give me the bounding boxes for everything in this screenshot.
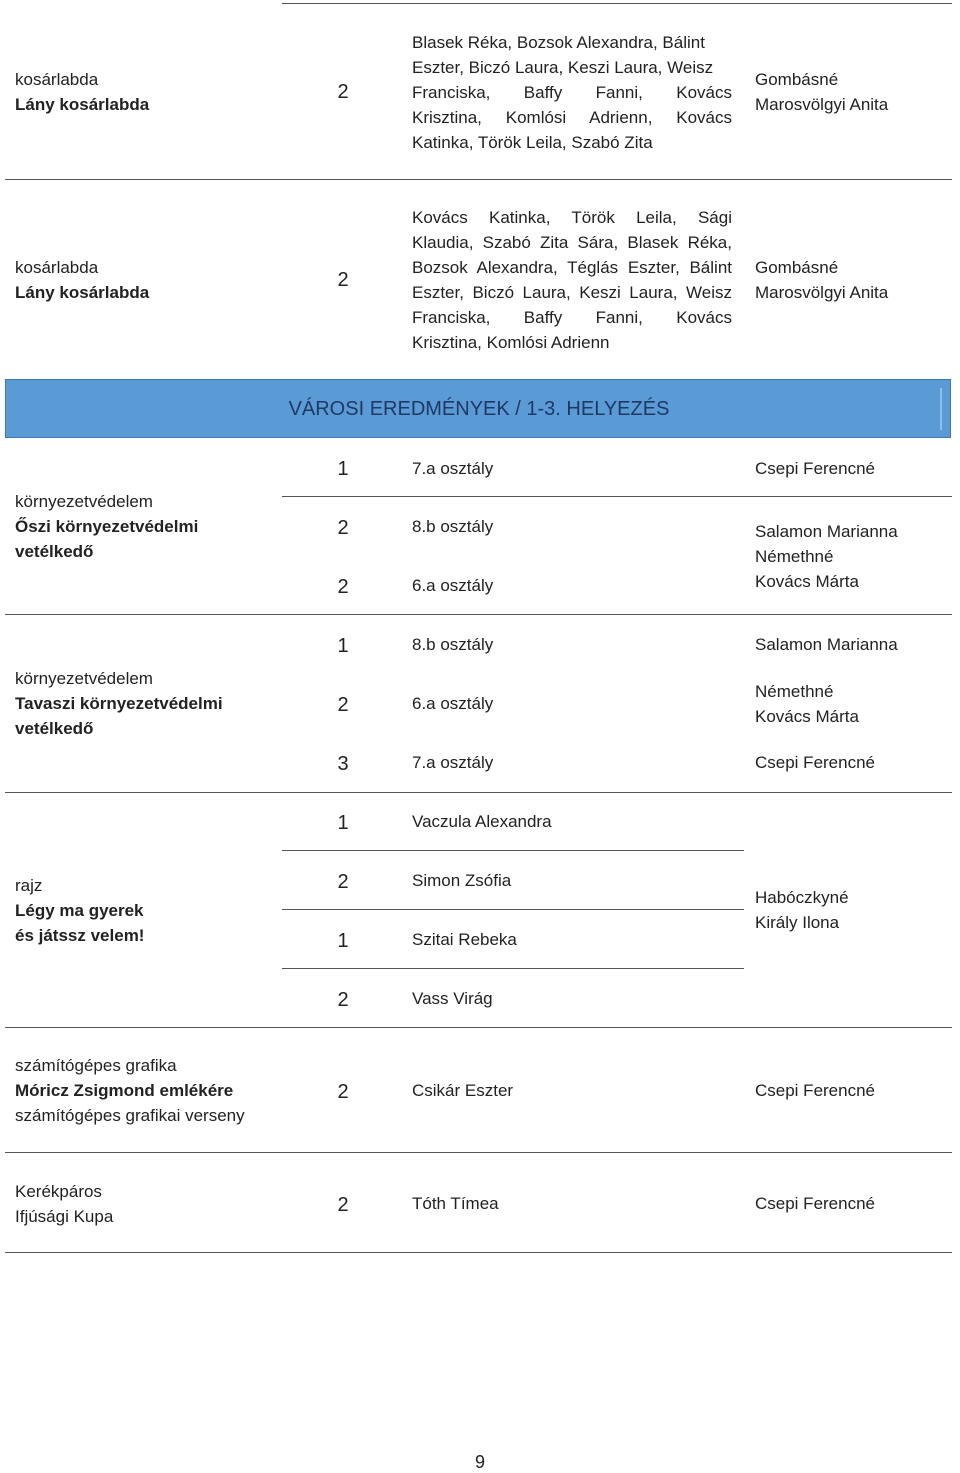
rank-value: 2 — [337, 989, 349, 1011]
art-teacher — [755, 885, 849, 935]
teacher-line: Gombásné — [755, 70, 839, 89]
section-title: VÁROSI EREDMÉNYEK / 1-3. HELYEZÉS — [288, 398, 670, 420]
env1-teacher — [755, 519, 898, 594]
row-divider — [282, 850, 744, 851]
rank-value: 3 — [337, 753, 349, 775]
row-divider — [5, 614, 952, 615]
rank-value: 2 — [337, 1194, 349, 1216]
graphics-category — [15, 1053, 245, 1128]
names-line: Franciska, Baffy Fanni, Kovács — [412, 83, 732, 102]
class-name: 7.a osztály — [412, 753, 494, 772]
teacher-name: Csepi Ferencné — [755, 459, 876, 478]
class-name: 6.a osztály — [412, 576, 494, 595]
row2-names — [412, 205, 732, 355]
event-label: Móricz Zsigmond emlékére — [15, 1081, 234, 1100]
teacher-name: Csepi Ferencné — [755, 753, 876, 772]
rank-value: 1 — [337, 930, 349, 952]
teacher-line: Salamon Marianna — [755, 522, 898, 541]
teacher-line: Marosvölgyi Anita — [755, 283, 889, 302]
rank-value: 2 — [337, 576, 349, 598]
art-category — [15, 873, 144, 948]
class-name: 8.b osztály — [412, 517, 494, 536]
event-label: és játssz velem! — [15, 926, 145, 945]
page-number: 9 — [474, 1452, 485, 1472]
rank-value: 2 — [337, 871, 349, 893]
teacher-line: Király Ilona — [755, 913, 840, 932]
category-label: Kerékpáros — [15, 1182, 102, 1201]
rank-value: 2 — [337, 1081, 349, 1103]
category-label: rajz — [15, 876, 43, 895]
student-name: Vass Virág — [412, 989, 493, 1008]
names-line: Eszter, Biczó Laura, Keszi Laura, Weisz — [412, 58, 714, 77]
names-line: Franciska, Baffy Fanni, Kovács — [412, 308, 732, 327]
event-label: Ifjúsági Kupa — [15, 1207, 114, 1226]
student-name: Tóth Tímea — [412, 1194, 499, 1213]
names-line: Krisztina, Komlósi Adrienn — [412, 333, 610, 352]
row-divider — [5, 1152, 952, 1153]
class-name: 6.a osztály — [412, 694, 494, 713]
teacher-line: Gombásné — [755, 258, 839, 277]
event-label: Lány kosárlabda — [15, 95, 150, 114]
event-label: vetélkedő — [15, 542, 94, 561]
rank-value: 2 — [337, 81, 349, 103]
section-banner — [5, 379, 951, 438]
names-line: Bozsok Alexandra, Téglás Eszter, Bálint — [412, 258, 732, 277]
event-label: Lány kosárlabda — [15, 283, 150, 302]
teacher-name: Csepi Ferencné — [755, 1194, 876, 1213]
category-label: kosárlabda — [15, 258, 99, 277]
student-name: Csikár Eszter — [412, 1081, 514, 1100]
class-name: 7.a osztály — [412, 459, 494, 478]
rank-value: 2 — [337, 694, 349, 716]
row1-teacher — [755, 67, 888, 117]
teacher-line: Habóczkyné — [755, 888, 849, 907]
rank-value: 2 — [337, 269, 349, 291]
names-line: Krisztina, Komlósi Adrienn, Kovács — [412, 108, 732, 127]
event-label: Légy ma gyerek — [15, 901, 144, 920]
row2-teacher — [755, 255, 888, 305]
teacher-name: Csepi Ferencné — [755, 1081, 876, 1100]
row-divider — [5, 1252, 952, 1253]
env2-category — [15, 666, 223, 741]
names-line: Eszter, Biczó Laura, Keszi Laura, Weisz — [412, 283, 732, 302]
banner-edge — [940, 388, 942, 430]
rank-value: 1 — [337, 812, 349, 834]
student-name: Simon Zsófia — [412, 871, 512, 890]
table-top-border — [282, 3, 952, 4]
names-line: Katinka, Török Leila, Szabó Zita — [412, 133, 653, 152]
category-label: környezetvédelem — [15, 669, 153, 688]
rank-value: 1 — [337, 458, 349, 480]
row2-category — [15, 255, 149, 305]
student-name: Szitai Rebeka — [412, 930, 517, 949]
rank-value: 2 — [337, 517, 349, 539]
event-subtitle: számítógépes grafikai verseny — [15, 1106, 245, 1125]
student-name: Vaczula Alexandra — [412, 812, 552, 831]
event-label: vetélkedő — [15, 719, 94, 738]
names-line: Kovács Katinka, Török Leila, Sági — [412, 208, 732, 227]
row1-names — [412, 30, 732, 155]
bike-category — [15, 1179, 113, 1229]
category-label: környezetvédelem — [15, 492, 153, 511]
teacher-line: Marosvölgyi Anita — [755, 95, 889, 114]
category-label: kosárlabda — [15, 70, 99, 89]
event-label: Tavaszi környezetvédelmi — [15, 694, 223, 713]
rank-value: 1 — [337, 635, 349, 657]
names-line: Blasek Réka, Bozsok Alexandra, Bálint — [412, 33, 705, 52]
row-divider — [5, 792, 952, 793]
row-divider — [282, 496, 952, 497]
teacher-line: Némethné — [755, 547, 834, 566]
teacher-name: Salamon Marianna — [755, 635, 898, 654]
event-label: Őszi környezetvédelmi — [15, 517, 199, 536]
teacher-line: Kovács Márta — [755, 572, 859, 591]
names-line: Klaudia, Szabó Zita Sára, Blasek Réka, — [412, 233, 732, 252]
env1-category — [15, 489, 198, 564]
category-label: számítógépes grafika — [15, 1056, 177, 1075]
env2-teacher — [755, 679, 859, 729]
row-divider — [282, 968, 744, 969]
row1-category — [15, 67, 149, 117]
teacher-line: Némethné — [755, 682, 834, 701]
row-divider — [5, 1027, 952, 1028]
teacher-line: Kovács Márta — [755, 707, 859, 726]
class-name: 8.b osztály — [412, 635, 494, 654]
row-divider — [5, 179, 952, 180]
row-divider — [282, 909, 744, 910]
